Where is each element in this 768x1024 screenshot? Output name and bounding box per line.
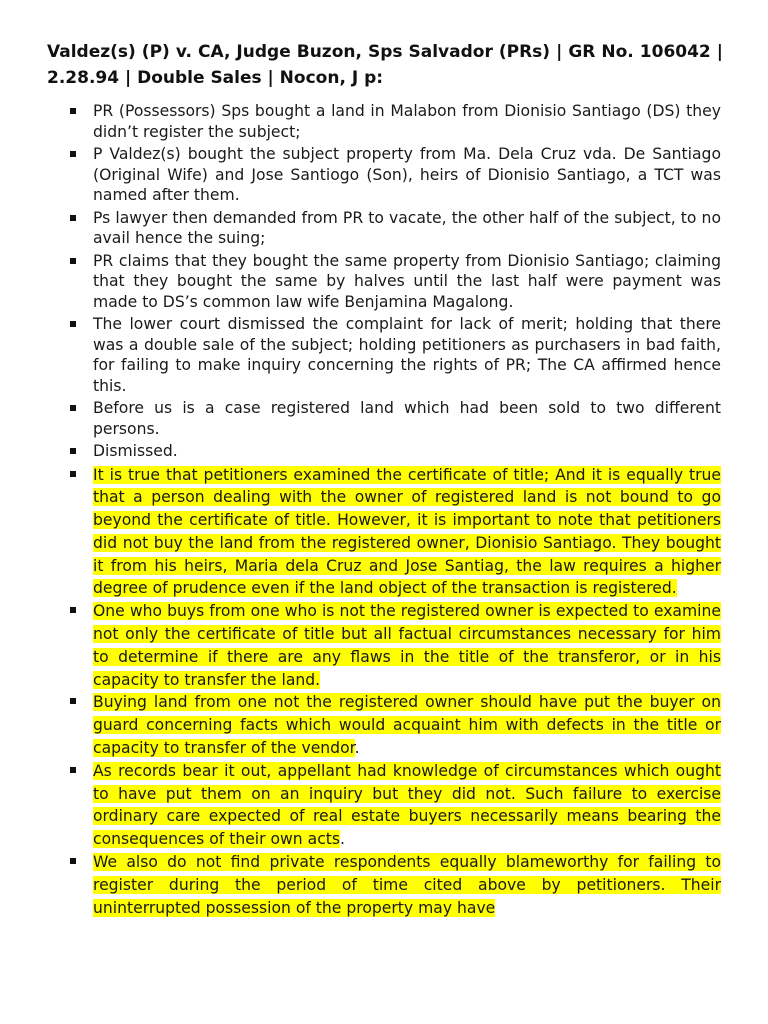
bullet-item (93, 251, 721, 313)
bullet-item-highlighted (93, 464, 721, 601)
square-bullet-icon (70, 767, 76, 773)
highlighted-text: We also do not find private respondents equally blameworthy for failing to register during the period of time cited above by petitioners. Their uninterrupted possession of the property may have (93, 853, 721, 917)
bullet-item (93, 441, 721, 462)
bullet-text: PR claims that they bought the same property from Dionisio Santiago; claiming that they bought the same by halves until the last half were payment was made to DS’s common law wife Benjamina Magalong. (93, 251, 721, 311)
bullet-item (93, 144, 721, 206)
case-title: Valdez(s) (P) v. CA, Judge Buzon, Sps Salvador (PRs) | GR No. 106042 | 2.28.94 | Double Sales | Nocon, J p: (47, 42, 723, 88)
square-bullet-icon (70, 607, 76, 613)
square-bullet-icon (70, 258, 76, 264)
highlighted-text: As records bear it out, appellant had knowledge of circumstances which ought to have put them on an inquiry but they did not. Such failure to exercise ordinary care expected of real estate buyers necessarily means bearing the consequences of their own acts (93, 761, 721, 849)
bullet-item (93, 314, 721, 396)
square-bullet-icon (70, 471, 76, 477)
bullet-item (93, 208, 721, 249)
highlighted-text: It is true that petitioners examined the certificate of title; And it is equally true that a person dealing with the owner of registered land is not bound to go beyond the certificate of title. However, it is important to note that petitioners did not buy the land from the registered owner, Dionisio Santiago. They bought it from his heirs, Maria dela Cruz and Jose Santiag, the law requires a higher degree of prudence even if the land object of the transaction is registered. (93, 465, 721, 598)
square-bullet-icon (70, 151, 76, 157)
bullet-text: PR (Possessors) Sps bought a land in Malabon from Dionisio Santiago (DS) they didn’t register the subject; (93, 102, 721, 141)
case-digest-list (0, 101, 768, 919)
bullet-item-highlighted (93, 691, 721, 759)
highlighted-text: One who buys from one who is not the registered owner is expected to examine not only the certificate of title but all factual circumstances necessary for him to determine if there are any flaws in the title of the transferor, or in his capacity to transfer the land. (93, 602, 721, 689)
bullet-item-highlighted (93, 600, 721, 691)
square-bullet-icon (70, 108, 76, 114)
bullet-item (93, 101, 721, 142)
square-bullet-icon (70, 448, 76, 454)
bullet-text-tail: . (340, 830, 345, 849)
bullet-text: Dismissed. (93, 442, 178, 460)
highlighted-text: Buying land from one not the registered owner should have put the buyer on guard concerning facts which would acquaint him with defects in the title or capacity to transfer of the vendor (93, 693, 721, 758)
bullet-text: Ps lawyer then demanded from PR to vacate, the other half of the subject, to no avail hence the suing; (93, 208, 721, 247)
square-bullet-icon (70, 405, 76, 411)
square-bullet-icon (70, 215, 76, 221)
bullet-text: P Valdez(s) bought the subject property from Ma. Dela Cruz vda. De Santiago (Original Wife) and Jose Santiogo (Son), heirs of Dionisio Santiago, a TCT was named after them. (93, 145, 721, 204)
square-bullet-icon (70, 858, 76, 864)
bullet-text: Before us is a case registered land which had been sold to two different persons. (93, 399, 721, 438)
bullet-text: The lower court dismissed the complaint for lack of merit; holding that there was a double sale of the subject; holding petitioners as purchasers in bad faith, for failing to make inquiry concerning the rights of PR; The CA affirmed hence this. (93, 315, 721, 395)
bullet-item (93, 398, 721, 439)
bullet-item-highlighted (93, 760, 721, 851)
square-bullet-icon (70, 321, 76, 327)
square-bullet-icon (70, 698, 76, 704)
bullet-item-highlighted (93, 851, 721, 919)
bullet-text-tail: . (354, 739, 360, 758)
